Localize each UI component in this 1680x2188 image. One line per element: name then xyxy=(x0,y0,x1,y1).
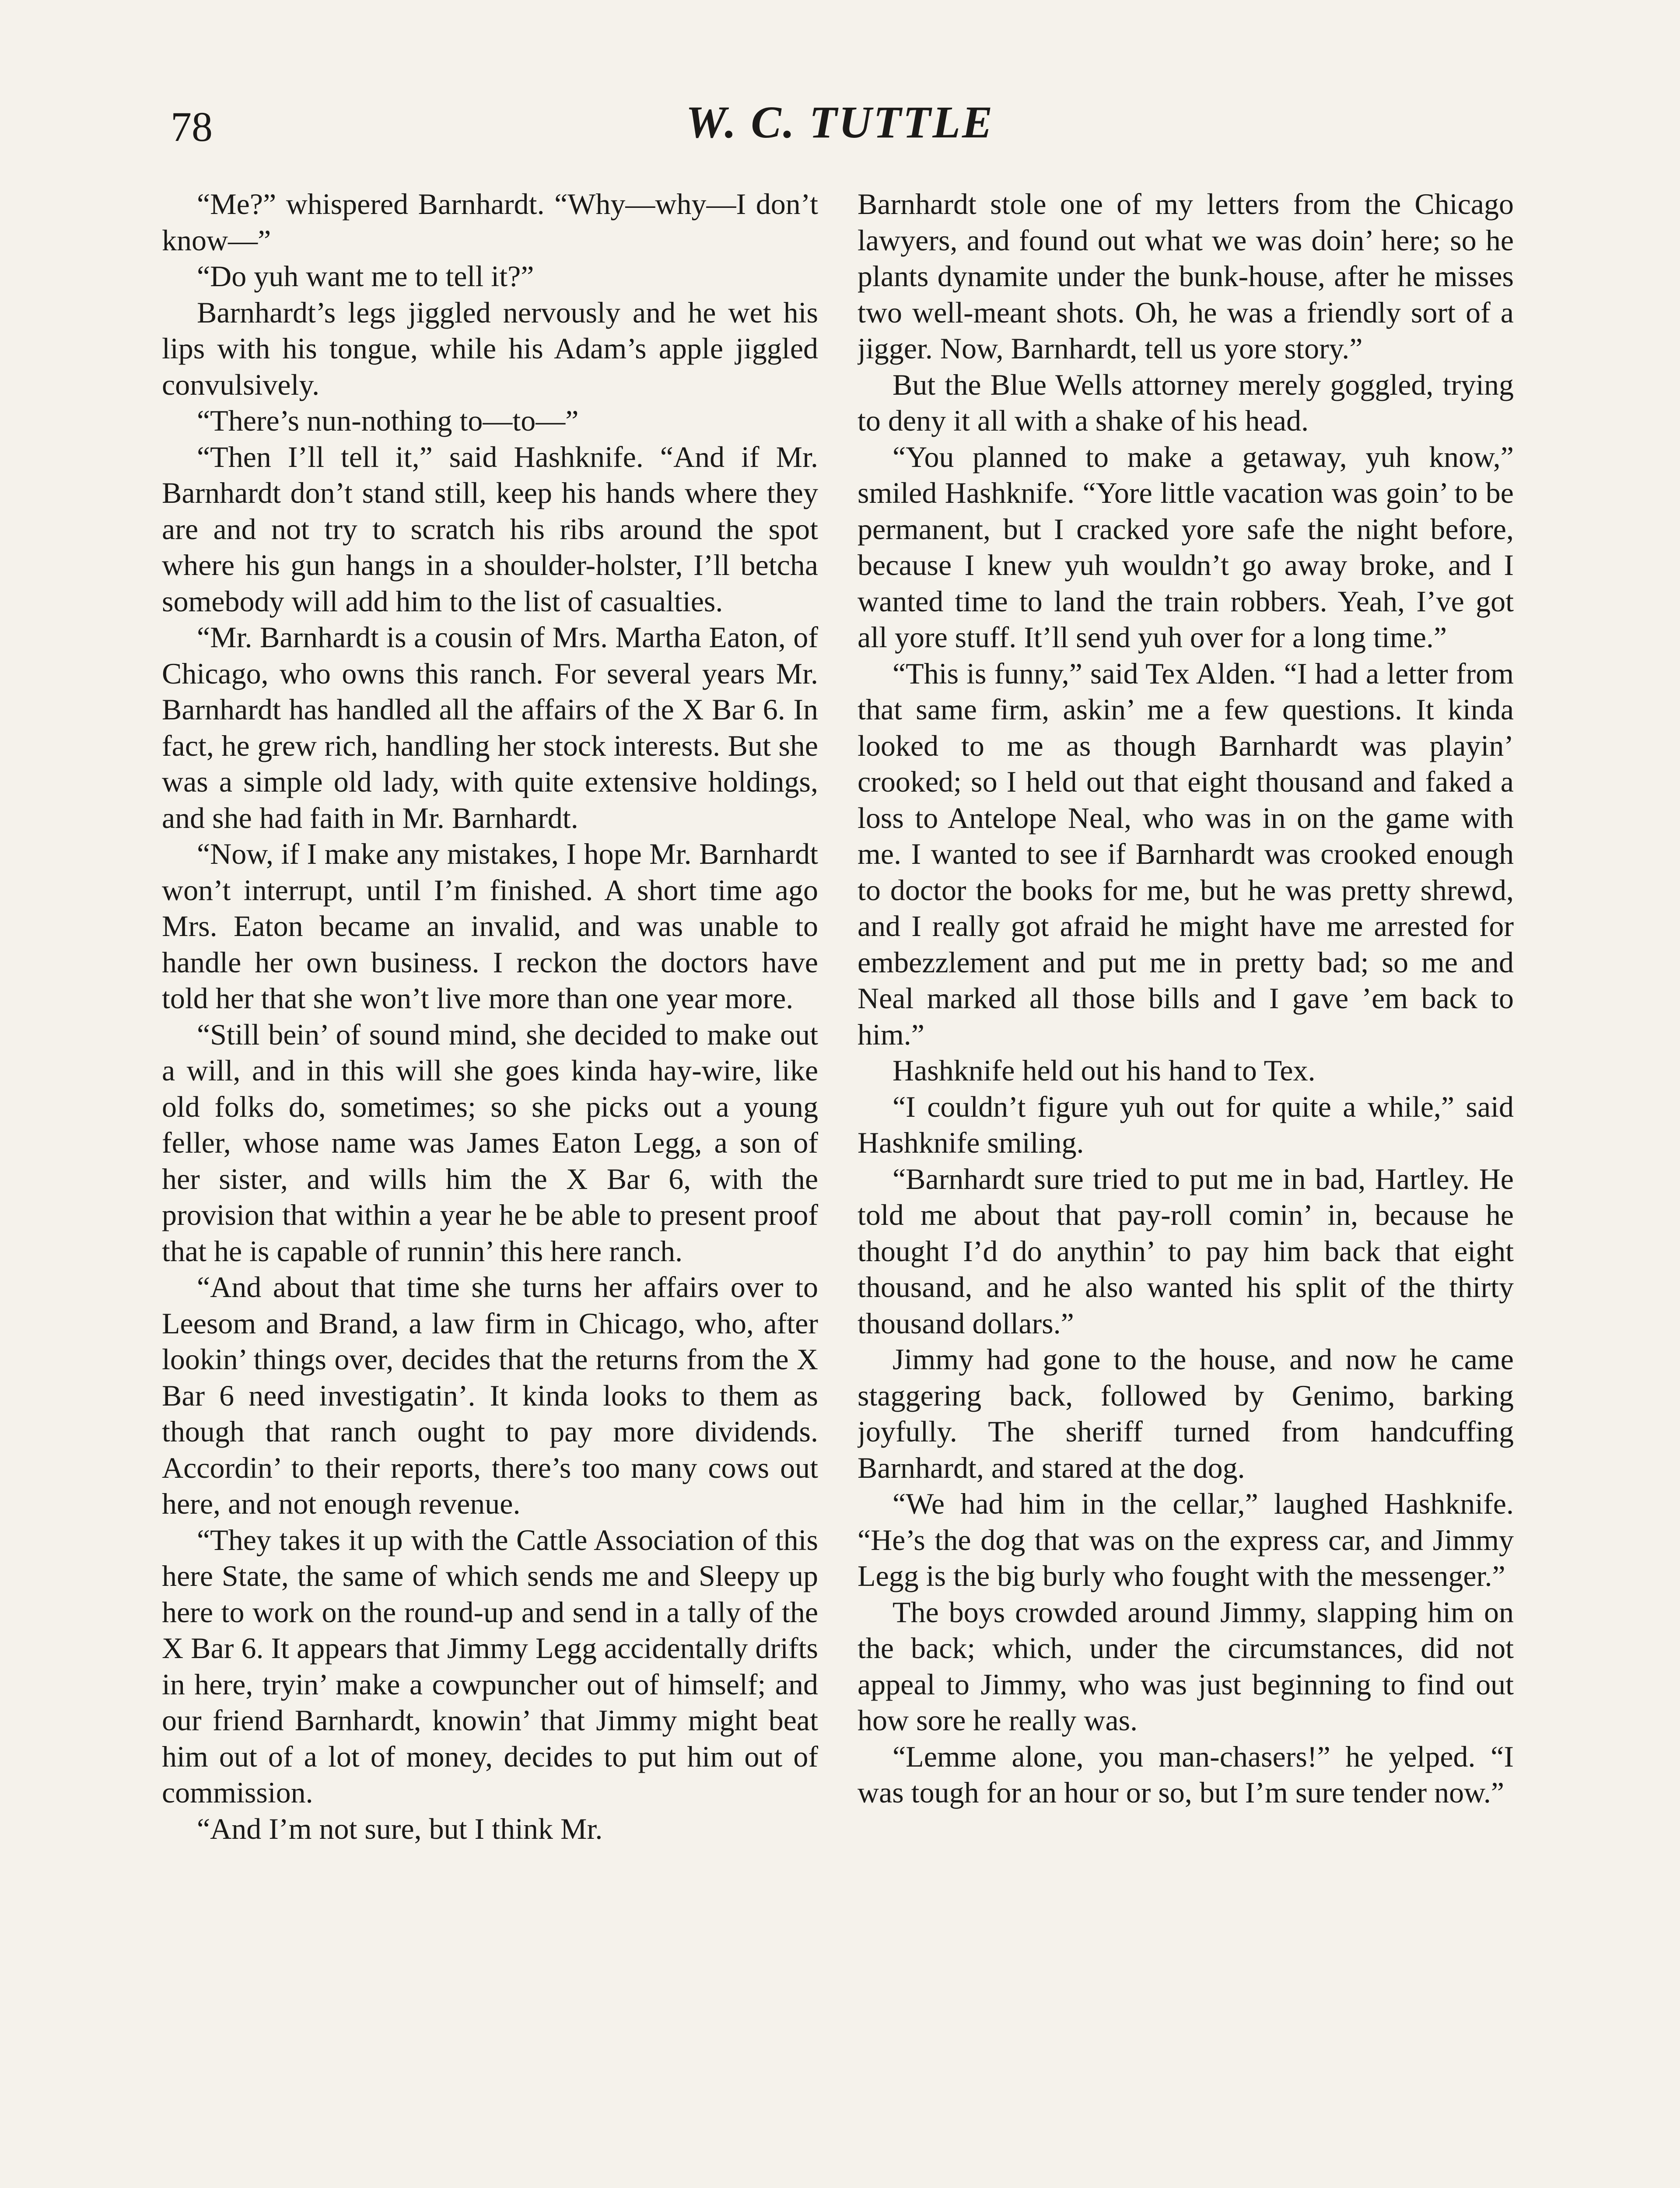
paragraph: “Still bein’ of sound mind, she decided to make out a will, and in this will she goes kinda hay-wire, like old folks do, sometimes; so she picks out a young feller, whose name was James Eaton Legg, a son of her sister, and wills him the X Bar 6, with the provision that within a year he be able to present proof that he is capable of runnin’ this here ranch. xyxy=(162,1017,818,1268)
paragraph: “And about that time she turns her affairs over to Leesom and Brand, a law firm in Chicago, who, after lookin’ things over, decides that the returns from the X Bar 6 need investigatin’. It kinda looks to them as though that ranch ought to pay more dividends. Accordin’ to their reports, there’s too many cows out here, and not enough revenue. xyxy=(162,1270,818,1520)
left-column xyxy=(162,186,818,2188)
paragraph: “Lemme alone, you man-chasers!” he yelped. “I was tough for an hour or so, but I’m sure tender now.” xyxy=(858,1739,1514,1809)
paragraph: “Barnhardt sure tried to put me in bad, Hartley. He told me about that pay-roll comin’ in, because he thought I’d do anythin’ to pay him back that eight thousand, and he also wanted his split of the thirty thousand dollars.” xyxy=(858,1162,1514,1340)
right-column xyxy=(858,186,1514,2188)
paragraph: “There’s nun-nothing to—to—” xyxy=(197,404,579,437)
paragraph: Jimmy had gone to the house, and now he came staggering back, followed by Genimo, barking joyfully. The sheriff turned from handcuffing Barnhardt, and stared at the dog. xyxy=(858,1343,1514,1484)
paragraph: Hashknife held out his hand to Tex. xyxy=(892,1054,1316,1087)
paragraph: “Now, if I make any mistakes, I hope Mr. Barnhardt won’t interrupt, until I’m finished. A short time ago Mrs. Eaton became an invalid, and was unable to handle her own business. I reckon the doctors have told her that she won’t live more than one year more. xyxy=(162,837,818,1015)
paragraph: But the Blue Wells attorney merely goggled, trying to deny it all with a shake of his head. xyxy=(858,368,1514,437)
paragraph: “Do yuh want me to tell it?” xyxy=(197,259,534,293)
paragraph: “They takes it up with the Cattle Association of this here State, the same of which sends me and Sleepy up here to work on the round-up and send in a tally of the X Bar 6. It appears that Jimmy Legg accidentally drifts in here, tryin’ make a cowpuncher out of himself; and our friend Barnhardt, knowin’ that Jimmy might beat him out of a lot of money, decides to put him out of commission. xyxy=(162,1523,818,1809)
paragraph: “We had him in the cellar,” laughed Hashknife. “He’s the dog that was on the express car, and Jimmy Legg is the big burly who fought with the messenger.” xyxy=(858,1487,1514,1592)
paragraph: “This is funny,” said Tex Alden. “I had a letter from that same firm, askin’ me a few questions. It kinda looked to me as though Barnhardt was playin’ crooked; so I held out that eight thousand and faked a loss to Antelope Neal, who was in on the game with me. I wanted to see if Barnhardt was crooked enough to doctor the books for me, but he was pretty shrewd, and I really got afraid he might have me arrested for embezzlement and put me in pretty bad; so me and Neal marked all those bills and I gave ’em back to him.” xyxy=(858,656,1514,1051)
text-columns xyxy=(162,186,1518,2188)
paragraph: “Then I’ll tell it,” said Hashknife. “And if Mr. Barnhardt don’t stand still, keep his hands where they are and not try to scratch his ribs around the spot where his gun hangs in a shoulder-holster, I’ll betcha somebody will add him to the list of casualties. xyxy=(162,440,818,618)
paragraph: Barnhardt’s legs jiggled nervously and he wet his lips with his tongue, while his Adam’s apple jiggled convulsively. xyxy=(162,295,818,401)
paragraph: “And I’m not sure, but I think Mr. xyxy=(197,1812,603,1845)
page-header xyxy=(0,96,1680,158)
paragraph: Barnhardt stole one of my letters from the Chicago lawyers, and found out what we was doin’ here; so he plants dynamite under the bunk-house, after he misses two well-meant shots. Oh, he was a friendly sort of a jigger. Now, Barnhardt, tell us yore story.” xyxy=(858,187,1514,365)
page-number: 78 xyxy=(171,103,213,150)
paragraph: “Me?” whispered Barnhardt. “Why—why—I don’t know—” xyxy=(162,187,818,257)
running-title: W. C. TUTTLE xyxy=(686,97,994,147)
paragraph: The boys crowded around Jimmy, slapping him on the back; which, under the circumstances, did not appeal to Jimmy, who was just beginning to find out how sore he really was. xyxy=(858,1595,1514,1737)
paragraph: “Mr. Barnhardt is a cousin of Mrs. Martha Eaton, of Chicago, who owns this ranch. For several years Mr. Barnhardt has handled all the affairs of the X Bar 6. In fact, he grew rich, handling her stock interests. But she was a simple old lady, with quite extensive holdings, and she had faith in Mr. Barnhardt. xyxy=(162,621,818,835)
paragraph: “I couldn’t figure yuh out for quite a while,” said Hashknife smiling. xyxy=(858,1090,1514,1159)
paragraph: “You planned to make a getaway, yuh know,” smiled Hashknife. “Yore little vacation was goin’ to be permanent, but I cracked yore safe the night before, because I knew yuh wouldn’t go away broke, and I wanted time to land the train robbers. Yeah, I’ve got all yore stuff. It’ll send yuh over for a long time.” xyxy=(858,440,1514,654)
